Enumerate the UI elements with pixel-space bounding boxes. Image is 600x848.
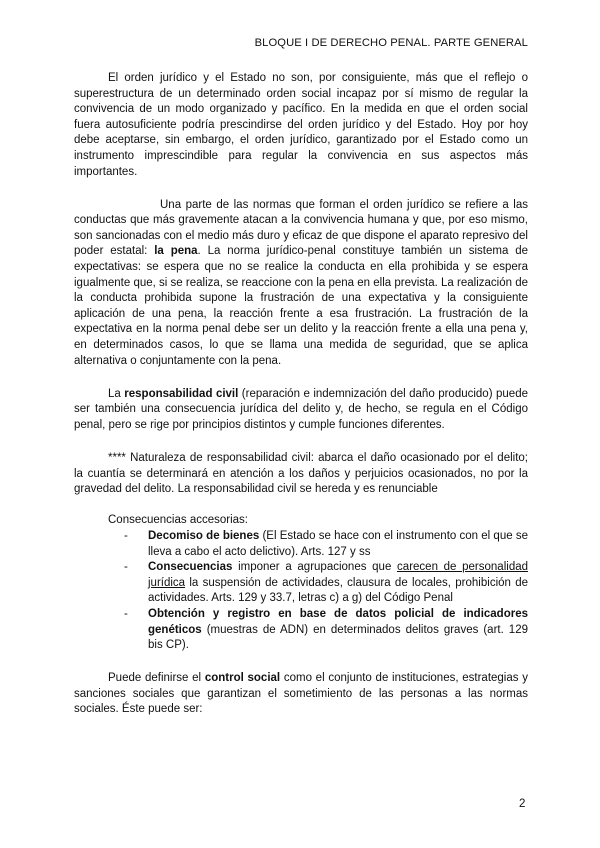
list-item-text: la suspensión de actividades, clausura de locales, prohibición de actividades. Arts. 129 y 33.7, letras c) a g) del Código Penal [148,576,528,605]
underlined-text: carecen de personalidad jurídica [148,561,529,589]
paragraph-text: Puede definirse el [108,672,205,685]
list-item-text: imponer a agrupaciones que [232,561,398,574]
paragraph-text: como el conjunto de instituciones, estrategias y sanciones sociales que garantizan el sometimiento de las personas a las normas sociales. Éste puede ser: [74,672,528,716]
document-body [74,71,528,718]
paragraph-responsabilidad-civil [74,387,528,434]
paragraph-orden-juridico: El orden jurídico y el Estado no son, por consiguiente, más que el reflejo o superestructura de un determinado orden social incapaz por sí mismo de regular la convivencia de un modo organizado y pacífico. En la medida en que el orden social fuera autosuficiente podría prescindirse del orden jurídico y del Estado. Hoy por hoy debe aceptarse, sin embargo, el orden jurídico, garantizado por el Estado como un instrumento imprescindible para regular la convivencia en sus aspectos más importantes. [74,72,528,178]
paragraph-text: . La norma jurídico-penal constituye también un sistema de expectativas: se espera que no se realice la conducta en ella prohibida y se espera igualmente que, si se realiza, se reaccione con la pena en ella prevista. La realización de la conducta prohibida supone la frustración de una expectativa y la consiguiente aplicación de una pena, la reacción frente a esa frustración. La frustración de la expectativa en la norma penal debe ser un delito y la reacción frente a ella una pena y, en determinados casos, lo que se llama una medida de seguridad, que se aplica alternativa o conjuntamente con la pena. [74,245,528,367]
list-item [124,529,528,560]
list-item-text: (muestras de ADN) en determinados delitos graves (art. 129 bis CP). [148,623,528,652]
paragraph-control-social [74,671,528,718]
list-item-term: Decomiso de bienes [148,529,260,542]
list-item-term: Consecuencias [148,561,233,574]
paragraph-text: (reparación e indemnización del daño producido) puede ser también una consecuencia jurídica del delito y, de hecho, se regula en el Código penal, pero se rige por principios distintos y cumple funciones diferentes. [74,387,528,431]
page-number: 2 [519,798,526,810]
term-control-social: control social [204,672,281,685]
term-responsabilidad-civil: responsabilidad civil [124,387,239,400]
dash-bullet: - [124,607,128,620]
paragraph-text: La [108,387,125,400]
accesorias-title: Consecuencias accesorias: [108,514,248,527]
list-item-term: Obtención y registro en base de datos policial de indicadores genéticos [148,607,528,636]
list-item [124,607,528,654]
list-item [124,560,528,607]
dash-bullet: - [124,529,128,542]
dash-bullet: - [124,561,128,574]
list-item-text: (El Estado se hace con el instrumento con el que se lleva a cabo el acto delictivo). Arts. 127 y ss [148,529,528,558]
page-header: BLOQUE I DE DERECHO PENAL. PARTE GENERAL [254,37,528,49]
term-la-pena: la pena [154,245,198,258]
paragraph-text: Una parte de las normas que forman el orden jurídico se refiere a las conductas que más gravemente atacan a la convivencia humana y que, por eso mismo, son sancionadas con el medio más duro y eficaz de que dispone el aparato represivo del poder estatal: [74,198,528,258]
paragraph-naturaleza-rc: **** Naturaleza de responsabilidad civil: abarca el daño ocasionado por el delito; la cuantía se determinará en atención a los daños y perjuicios ocasionados, no por la gravedad del delito. La responsabilidad civil se hereda y es renunciable [74,451,528,496]
accesorias-list [74,529,528,654]
paragraph-normas-penales [74,198,528,370]
